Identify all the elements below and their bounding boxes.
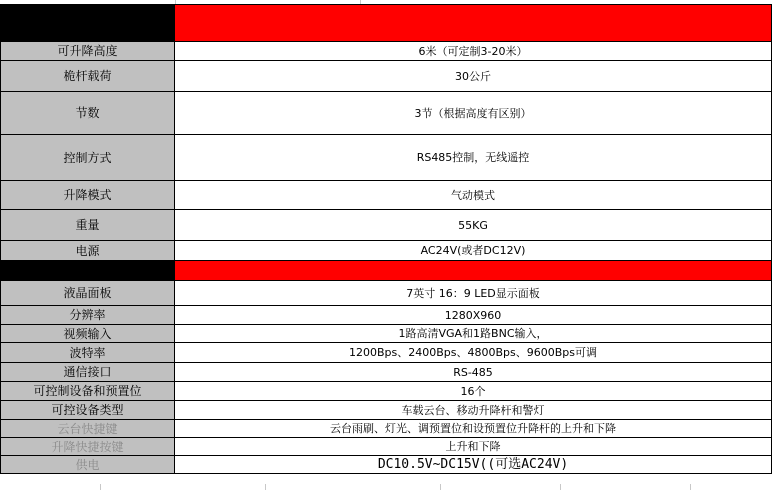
spec-value[interactable]: 16个 bbox=[175, 382, 772, 400]
sheet-bottom-edge bbox=[0, 484, 775, 490]
table-row bbox=[0, 420, 772, 438]
spec-label[interactable]: 液晶面板 bbox=[0, 281, 175, 305]
spec-label[interactable]: 通信接口 bbox=[0, 363, 175, 381]
table-row bbox=[0, 343, 772, 363]
spec-value[interactable]: RS485控制，无线遥控 bbox=[175, 135, 772, 180]
spec-value[interactable]: RS-485 bbox=[175, 363, 772, 381]
spec-value[interactable]: 云台雨刷、灯光、调预置位和设预置位升降杆的上升和下降 bbox=[175, 420, 772, 437]
spec-label[interactable]: 可控设备类型 bbox=[0, 401, 175, 419]
spec-label[interactable]: 可控制设备和预置位 bbox=[0, 382, 175, 400]
column-divider bbox=[690, 484, 691, 490]
table-row bbox=[0, 438, 772, 456]
column-divider bbox=[560, 484, 561, 490]
spec-value[interactable]: 6米（可定制3-20米） bbox=[175, 42, 772, 60]
spec-table bbox=[0, 4, 772, 474]
section-header-label-cell[interactable] bbox=[0, 5, 175, 41]
spec-label[interactable]: 视频输入 bbox=[0, 325, 175, 342]
table-row bbox=[0, 61, 772, 92]
column-divider bbox=[100, 484, 101, 490]
spec-value[interactable]: 30公斤 bbox=[175, 61, 772, 91]
spec-value[interactable]: 1路高清VGA和1路BNC输入， bbox=[175, 325, 772, 342]
spec-label[interactable]: 云台快捷键 bbox=[0, 420, 175, 437]
table-row bbox=[0, 241, 772, 261]
table-row bbox=[0, 181, 772, 210]
spec-label[interactable]: 升降快捷按键 bbox=[0, 438, 175, 455]
table-row bbox=[0, 92, 772, 135]
spec-label[interactable]: 分辨率 bbox=[0, 306, 175, 324]
table-row bbox=[0, 42, 772, 61]
spec-label[interactable]: 波特率 bbox=[0, 343, 175, 362]
spec-value[interactable]: 车载云台、移动升降杆和警灯 bbox=[175, 401, 772, 419]
table-row bbox=[0, 325, 772, 343]
table-row bbox=[0, 281, 772, 306]
spec-value[interactable]: DC10.5V~DC15V((可选AC24V) bbox=[175, 456, 772, 473]
spec-value[interactable]: AC24V(或者DC12V) bbox=[175, 241, 772, 260]
section-header-row bbox=[0, 5, 772, 42]
spec-label[interactable]: 重量 bbox=[0, 210, 175, 240]
spec-value[interactable]: 7英寸 16：9 LED显示面板 bbox=[175, 281, 772, 305]
table-row bbox=[0, 306, 772, 325]
section-header-label-cell[interactable] bbox=[0, 261, 175, 280]
spec-label[interactable]: 节数 bbox=[0, 92, 175, 134]
section-header-value-cell[interactable] bbox=[175, 5, 772, 41]
table-row bbox=[0, 210, 772, 241]
spec-label[interactable]: 电源 bbox=[0, 241, 175, 260]
spec-label[interactable]: 供电 bbox=[0, 456, 175, 473]
section-header-row bbox=[0, 261, 772, 281]
spec-value[interactable]: 上升和下降 bbox=[175, 438, 772, 455]
spec-value[interactable]: 55KG bbox=[175, 210, 772, 240]
table-row bbox=[0, 382, 772, 401]
spec-label[interactable]: 可升降高度 bbox=[0, 42, 175, 60]
spec-label[interactable]: 桅杆载荷 bbox=[0, 61, 175, 91]
section-header-value-cell[interactable] bbox=[175, 261, 772, 280]
spec-value[interactable]: 3节（根据高度有区别） bbox=[175, 92, 772, 134]
spec-value[interactable]: 1280X960 bbox=[175, 306, 772, 324]
spec-value[interactable]: 1200Bps、2400Bps、4800Bps、9600Bps可调 bbox=[175, 343, 772, 362]
table-row bbox=[0, 135, 772, 181]
column-divider bbox=[265, 484, 266, 490]
column-divider bbox=[440, 484, 441, 490]
spec-value[interactable]: 气动模式 bbox=[175, 181, 772, 209]
table-row bbox=[0, 456, 772, 474]
spec-label[interactable]: 控制方式 bbox=[0, 135, 175, 180]
table-row bbox=[0, 401, 772, 420]
spec-label[interactable]: 升降模式 bbox=[0, 181, 175, 209]
table-row bbox=[0, 363, 772, 382]
